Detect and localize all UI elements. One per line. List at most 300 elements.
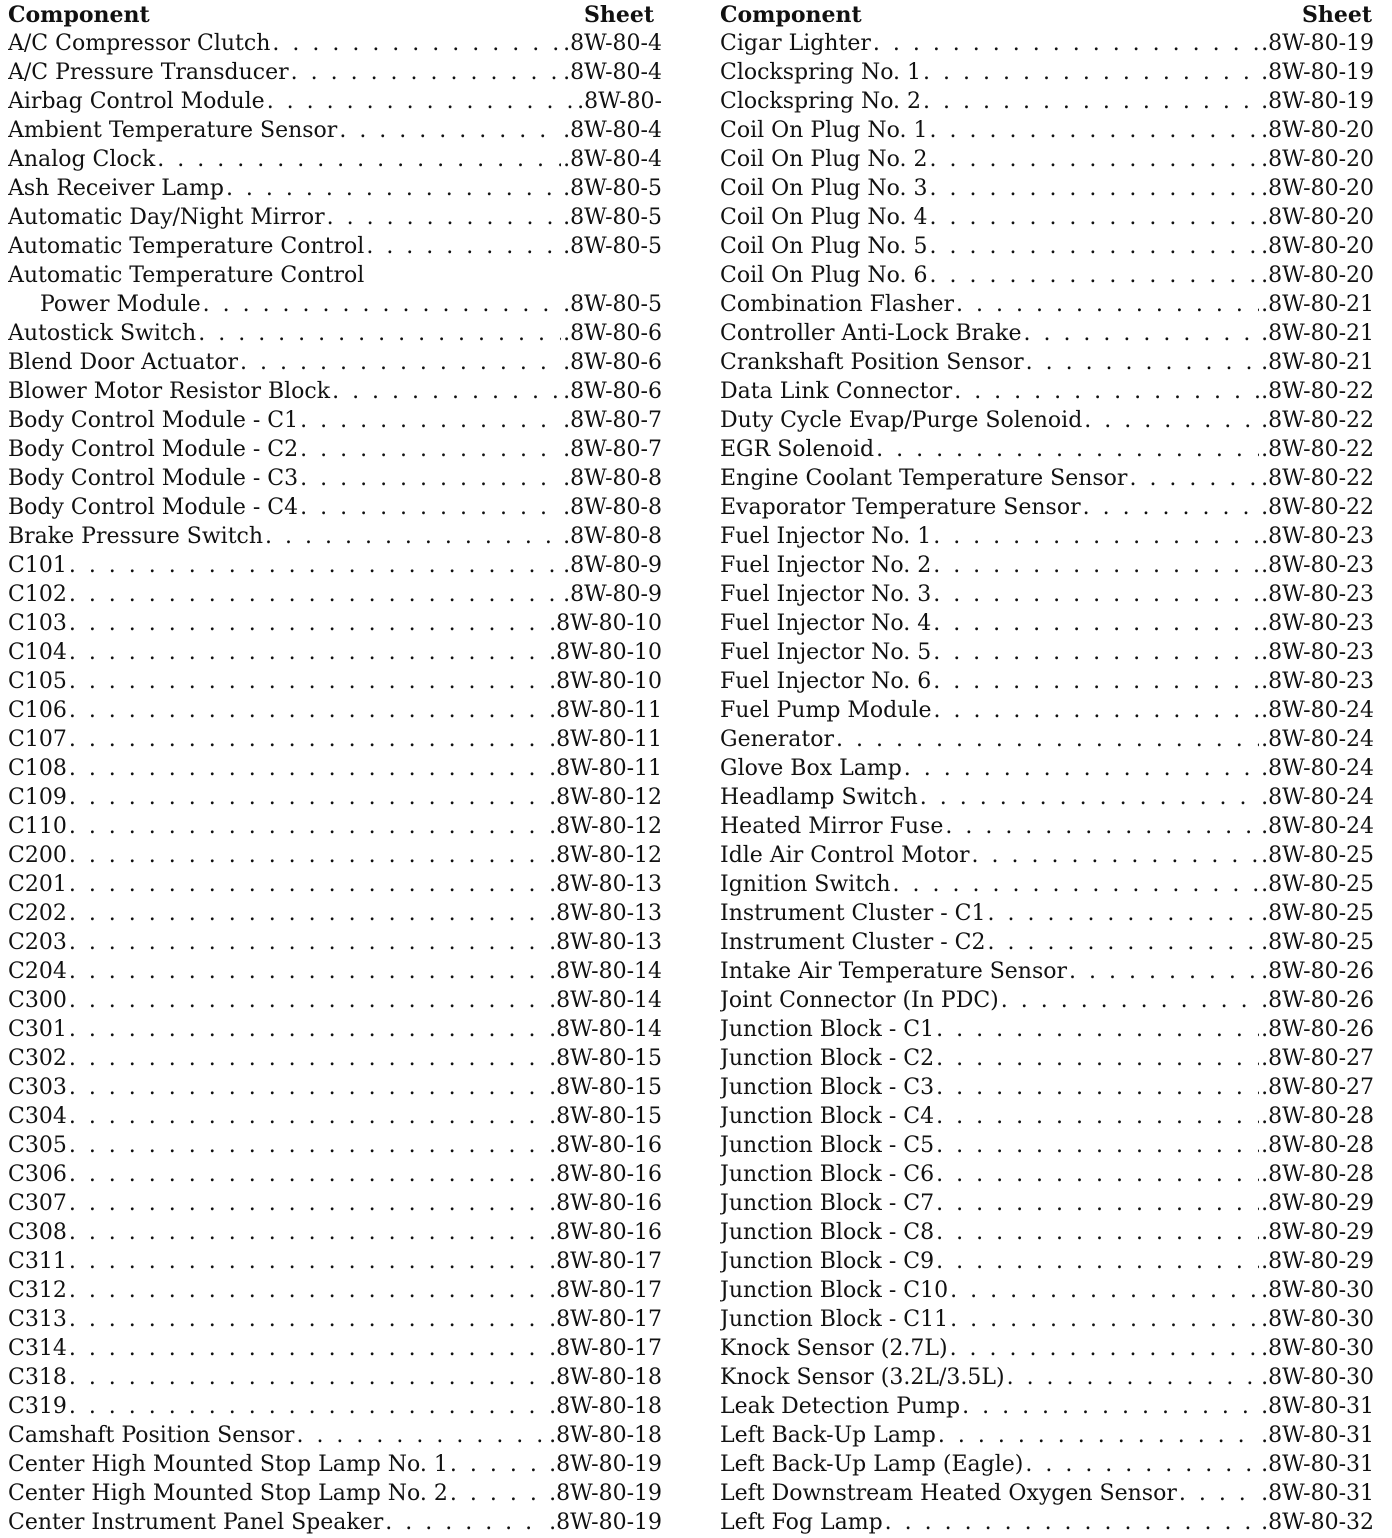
component-entry [8, 928, 662, 957]
component-name: Coil On Plug No. 5 [720, 234, 928, 259]
sheet-reference: .8W-80-21 [1261, 350, 1374, 375]
component-name: Power Module [40, 292, 201, 317]
component-entry [720, 1044, 1374, 1073]
sheet-reference: .8W-80-19 [549, 1452, 662, 1477]
component-name: C109 [8, 785, 67, 810]
component-entry [8, 1450, 662, 1479]
component-entry [8, 725, 662, 754]
dot-leader [67, 1044, 547, 1073]
component-entry [8, 1189, 662, 1218]
component-name: C108 [8, 756, 67, 781]
component-name: Fuel Pump Module [720, 698, 932, 723]
sheet-reference: .8W-80-4 [563, 60, 662, 85]
sheet-reference: .8W-80-22 [1261, 466, 1374, 491]
component-entry [8, 174, 662, 203]
dot-leader [67, 1015, 547, 1044]
component-entry [720, 29, 1374, 58]
component-name: Junction Block - C10 [720, 1278, 949, 1303]
dot-leader [931, 696, 1259, 725]
component-name: C304 [8, 1104, 67, 1129]
sheet-reference: .8W-80-4 [563, 31, 662, 56]
sheet-reference: .8W-80-22 [1261, 379, 1374, 404]
component-entry [8, 1073, 662, 1102]
component-entry [720, 1363, 1374, 1392]
component-name: C308 [8, 1220, 67, 1245]
component-name: Fuel Injector No. 3 [720, 582, 932, 607]
sheet-reference: .8W-80- [577, 89, 662, 114]
component-entry [8, 319, 662, 348]
sheet-reference: .8W-80-10 [549, 669, 662, 694]
component-name: C300 [8, 988, 67, 1013]
dot-leader [1023, 1450, 1259, 1479]
component-name: C204 [8, 959, 67, 984]
component-entry [720, 319, 1374, 348]
component-name: C106 [8, 698, 67, 723]
component-name: Fuel Injector No. 2 [720, 553, 932, 578]
sheet-reference: .8W-80-32 [1261, 1510, 1374, 1535]
sheet-reference: .8W-80-16 [549, 1220, 662, 1245]
sheet-reference: .8W-80-20 [1261, 263, 1374, 288]
component-entry [8, 696, 662, 725]
component-name: C302 [8, 1046, 67, 1071]
component-entry [720, 551, 1374, 580]
component-name: Ignition Switch [720, 872, 891, 897]
sheet-reference: .8W-80-31 [1261, 1452, 1374, 1477]
sheet-reference: .8W-80-25 [1261, 843, 1374, 868]
left-column [8, 0, 662, 1537]
component-entry [720, 435, 1374, 464]
component-entry [8, 1508, 662, 1537]
dot-leader [934, 1044, 1259, 1073]
component-entry [720, 783, 1374, 812]
component-entry [720, 58, 1374, 87]
dot-leader [928, 232, 1260, 261]
dot-leader [931, 522, 1259, 551]
component-name: Body Control Module - C1 [8, 408, 299, 433]
component-entry [720, 725, 1374, 754]
sheet-reference: .8W-80-23 [1261, 553, 1374, 578]
sheet-reference: .8W-80-13 [549, 872, 662, 897]
dot-leader [952, 377, 1259, 406]
component-entry [720, 290, 1374, 319]
sheet-reference [660, 261, 662, 290]
component-entry [8, 1218, 662, 1247]
component-entry [720, 1189, 1374, 1218]
dot-leader [871, 29, 1259, 58]
sheet-reference: .8W-80-22 [1261, 408, 1374, 433]
component-name: Junction Block - C2 [720, 1046, 935, 1071]
component-name: Junction Block - C4 [720, 1104, 935, 1129]
sheet-reference: .8W-80-6 [563, 321, 662, 346]
component-name: Evaporator Temperature Sensor [720, 495, 1081, 520]
component-entry [720, 1392, 1374, 1421]
component-name: Leak Detection Pump [720, 1394, 961, 1419]
component-name: Fuel Injector No. 4 [720, 611, 932, 636]
component-name: C311 [8, 1249, 67, 1274]
component-name: C203 [8, 930, 67, 955]
component-name: C306 [8, 1162, 67, 1187]
component-entry [8, 1247, 662, 1276]
component-entry [8, 406, 662, 435]
dot-leader [934, 1015, 1259, 1044]
component-name: Coil On Plug No. 2 [720, 147, 928, 172]
dot-leader [270, 29, 561, 58]
dot-leader [931, 580, 1259, 609]
sheet-reference: .8W-80-18 [549, 1423, 662, 1448]
component-name: Body Control Module - C4 [8, 495, 299, 520]
dot-leader [265, 87, 575, 116]
component-name: Junction Block - C7 [720, 1191, 935, 1216]
dot-leader [298, 464, 561, 493]
component-name: Camshaft Position Sensor [8, 1423, 295, 1448]
sheet-reference: .8W-80-26 [1261, 959, 1374, 984]
sheet-reference: .8W-80-29 [1261, 1191, 1374, 1216]
sheet-reference: .8W-80-31 [1261, 1423, 1374, 1448]
component-entry [720, 870, 1374, 899]
component-entry [720, 667, 1374, 696]
dot-leader [970, 841, 1260, 870]
component-entry [8, 812, 662, 841]
sheet-reference: .8W-80-27 [1261, 1046, 1374, 1071]
component-entry [8, 1015, 662, 1044]
dot-leader [67, 986, 547, 1015]
component-entry [8, 522, 662, 551]
sheet-reference: .8W-80-23 [1261, 611, 1374, 636]
left-component-list [8, 29, 662, 1537]
component-name: Intake Air Temperature Sensor [720, 959, 1068, 984]
sheet-reference: .8W-80-25 [1261, 930, 1374, 955]
component-name: C318 [8, 1365, 67, 1390]
dot-leader [67, 1131, 547, 1160]
sheet-reference: .8W-80-29 [1261, 1220, 1374, 1245]
dot-leader [67, 1160, 547, 1189]
sheet-reference: .8W-80-20 [1261, 176, 1374, 201]
sheet-reference: .8W-80-15 [549, 1046, 662, 1071]
sheet-reference: .8W-80-28 [1261, 1133, 1374, 1158]
sheet-reference: .8W-80-15 [549, 1075, 662, 1100]
component-name: Left Downstream Heated Oxygen Sensor [720, 1481, 1177, 1506]
component-name: Junction Block - C6 [720, 1162, 935, 1187]
component-name: Clockspring No. 2 [720, 89, 922, 114]
dot-leader [883, 1508, 1259, 1537]
sheet-reference: .8W-80-24 [1261, 756, 1374, 781]
dot-leader [902, 754, 1259, 783]
component-name: Glove Box Lamp [720, 756, 902, 781]
sheet-reference: .8W-80-23 [1261, 582, 1374, 607]
component-header: Component [8, 2, 150, 28]
component-name: C201 [8, 872, 67, 897]
component-entry [720, 116, 1374, 145]
component-entry [720, 493, 1374, 522]
sheet-reference: .8W-80-28 [1261, 1162, 1374, 1187]
component-name: Cigar Lighter [720, 31, 871, 56]
sheet-reference: .8W-80-25 [1261, 901, 1374, 926]
right-component-list [720, 29, 1374, 1537]
sheet-reference: .8W-80-19 [549, 1481, 662, 1506]
dot-leader [67, 783, 547, 812]
component-name: Headlamp Switch [720, 785, 918, 810]
dot-leader [934, 1102, 1259, 1131]
dot-leader [67, 725, 547, 754]
dot-leader [918, 783, 1259, 812]
dot-leader [67, 1102, 547, 1131]
component-name: Automatic Day/Night Mirror [8, 205, 325, 230]
component-name: C105 [8, 669, 67, 694]
dot-leader [874, 435, 1259, 464]
dot-leader [931, 638, 1259, 667]
component-entry [8, 232, 662, 261]
sheet-reference: .8W-80-20 [1261, 205, 1374, 230]
dot-leader [298, 406, 561, 435]
sheet-reference: .8W-80-17 [549, 1249, 662, 1274]
dot-leader [934, 1218, 1259, 1247]
component-entry [8, 841, 662, 870]
sheet-reference: .8W-80-30 [1261, 1307, 1374, 1332]
sheet-reference: .8W-80-19 [1261, 89, 1374, 114]
sheet-reference: .8W-80-6 [563, 379, 662, 404]
component-name: C202 [8, 901, 67, 926]
component-name: Coil On Plug No. 3 [720, 176, 928, 201]
sheet-reference: .8W-80-22 [1261, 437, 1374, 462]
dot-leader [1021, 319, 1259, 348]
sheet-reference: .8W-80-21 [1261, 292, 1374, 317]
dot-leader [891, 870, 1260, 899]
component-entry [720, 464, 1374, 493]
dot-leader [931, 551, 1259, 580]
sheet-reference: .8W-80-21 [1261, 321, 1374, 346]
component-entry [8, 203, 662, 232]
component-name: A/C Pressure Transducer [8, 60, 289, 85]
dot-leader [936, 1421, 1259, 1450]
dot-leader [337, 116, 561, 145]
component-entry [720, 986, 1374, 1015]
component-entry [8, 58, 662, 87]
component-entry [720, 754, 1374, 783]
dot-leader [364, 261, 660, 290]
dot-leader [948, 1305, 1259, 1334]
component-entry [8, 870, 662, 899]
right-column [720, 0, 1374, 1537]
component-entry [8, 986, 662, 1015]
dot-leader [1081, 493, 1260, 522]
component-entry [720, 1421, 1374, 1450]
component-entry [720, 522, 1374, 551]
component-name: Clockspring No. 1 [720, 60, 922, 85]
dot-leader [196, 319, 561, 348]
component-entry [8, 290, 662, 319]
component-name: C102 [8, 582, 67, 607]
dot-leader [289, 58, 562, 87]
component-entry [720, 899, 1374, 928]
component-name: Blower Motor Resistor Block [8, 379, 331, 404]
component-entry [8, 493, 662, 522]
component-name: Coil On Plug No. 4 [720, 205, 928, 230]
sheet-reference: .8W-80-26 [1261, 988, 1374, 1013]
component-entry [720, 696, 1374, 725]
sheet-reference: .8W-80-17 [549, 1336, 662, 1361]
component-name: Engine Coolant Temperature Sensor [720, 466, 1128, 491]
sheet-reference: .8W-80-16 [549, 1162, 662, 1187]
sheet-reference: .8W-80-5 [563, 234, 662, 259]
component-entry [8, 580, 662, 609]
component-name: Automatic Temperature Control [8, 234, 365, 259]
dot-leader [67, 1334, 547, 1363]
dot-leader [999, 986, 1259, 1015]
sheet-reference: .8W-80-8 [563, 524, 662, 549]
dot-leader [928, 116, 1260, 145]
right-column-header [720, 0, 1374, 29]
component-name: Fuel Injector No. 6 [720, 669, 932, 694]
component-entry [8, 377, 662, 406]
dot-leader [960, 1392, 1259, 1421]
component-entry [8, 754, 662, 783]
component-entry [720, 1305, 1374, 1334]
component-name: Analog Clock [8, 147, 156, 172]
sheet-reference: .8W-80-12 [549, 814, 662, 839]
component-entry [8, 1421, 662, 1450]
component-entry [720, 1450, 1374, 1479]
sheet-reference: .8W-80-17 [549, 1278, 662, 1303]
dot-leader [383, 1508, 547, 1537]
component-entry [720, 1508, 1374, 1537]
sheet-reference: .8W-80-9 [563, 553, 662, 578]
component-name: C104 [8, 640, 67, 665]
component-name: Automatic Temperature Control [8, 263, 365, 288]
component-entry [8, 609, 662, 638]
component-entry [720, 1334, 1374, 1363]
sheet-reference: .8W-80-4 [563, 147, 662, 172]
dot-leader [67, 1073, 547, 1102]
component-header: Component [720, 2, 862, 28]
dot-leader [67, 841, 547, 870]
component-entry [720, 841, 1374, 870]
sheet-reference: .8W-80-17 [549, 1307, 662, 1332]
component-entry [8, 783, 662, 812]
component-name: Heated Mirror Fuse [720, 814, 944, 839]
component-name: Combination Flasher [720, 292, 955, 317]
component-name: Autostick Switch [8, 321, 197, 346]
dot-leader [986, 928, 1260, 957]
component-entry [720, 1131, 1374, 1160]
sheet-reference: .8W-80-20 [1261, 234, 1374, 259]
component-entry [720, 638, 1374, 667]
component-entry [8, 1276, 662, 1305]
component-entry [720, 1247, 1374, 1276]
component-entry [720, 87, 1374, 116]
sheet-reference: .8W-80-16 [549, 1191, 662, 1216]
dot-leader [294, 1421, 547, 1450]
component-entry [8, 551, 662, 580]
component-entry [8, 1363, 662, 1392]
component-entry [720, 1276, 1374, 1305]
component-entry [720, 1073, 1374, 1102]
component-name: Left Back-Up Lamp (Eagle) [720, 1452, 1024, 1477]
dot-leader [928, 174, 1260, 203]
dot-leader [364, 232, 561, 261]
component-entry [720, 1218, 1374, 1247]
sheet-reference: .8W-80-23 [1261, 669, 1374, 694]
component-name: Left Fog Lamp [720, 1510, 883, 1535]
dot-leader [934, 1247, 1259, 1276]
component-entry [720, 580, 1374, 609]
component-name: Junction Block - C5 [720, 1133, 935, 1158]
dot-leader [1127, 464, 1259, 493]
component-name: Body Control Module - C2 [8, 437, 299, 462]
component-name: Fuel Injector No. 1 [720, 524, 932, 549]
component-entry [8, 29, 662, 58]
component-entry [8, 1160, 662, 1189]
sheet-reference: .8W-80-19 [1261, 31, 1374, 56]
component-entry [8, 667, 662, 696]
component-entry [8, 435, 662, 464]
sheet-reference: .8W-80-14 [549, 988, 662, 1013]
component-entry [720, 1160, 1374, 1189]
component-name: Knock Sensor (3.2L/3.5L) [720, 1365, 1005, 1390]
component-entry [720, 174, 1374, 203]
dot-leader [1177, 1479, 1259, 1508]
dot-leader [931, 609, 1259, 638]
component-entry [720, 1015, 1374, 1044]
dot-leader [330, 377, 561, 406]
dot-leader [948, 1276, 1259, 1305]
component-name: C305 [8, 1133, 67, 1158]
component-entry [720, 812, 1374, 841]
component-name: Data Link Connector [720, 379, 953, 404]
sheet-reference: .8W-80-11 [549, 698, 662, 723]
sheet-reference: .8W-80-30 [1261, 1365, 1374, 1390]
component-entry [8, 638, 662, 667]
component-entry [720, 1102, 1374, 1131]
dot-leader [298, 435, 561, 464]
sheet-reference: .8W-80-10 [549, 640, 662, 665]
component-entry [720, 609, 1374, 638]
dot-leader [201, 290, 562, 319]
component-entry [8, 87, 662, 116]
component-name: Body Control Module - C3 [8, 466, 299, 491]
component-entry [720, 1479, 1374, 1508]
component-entry [720, 232, 1374, 261]
dot-leader [934, 1131, 1259, 1160]
dot-leader [67, 667, 547, 696]
dot-leader [928, 261, 1260, 290]
sheet-reference: .8W-80-18 [549, 1394, 662, 1419]
dot-leader [67, 638, 547, 667]
component-name: C319 [8, 1394, 67, 1419]
dot-leader [67, 696, 547, 725]
component-entry [720, 348, 1374, 377]
component-entry [8, 1392, 662, 1421]
component-name: Blend Door Actuator [8, 350, 239, 375]
dot-leader [325, 203, 561, 232]
dot-leader [155, 145, 561, 174]
sheet-reference: .8W-80-23 [1261, 524, 1374, 549]
sheet-reference: .8W-80-22 [1261, 495, 1374, 520]
dot-leader [224, 174, 561, 203]
component-name: C307 [8, 1191, 67, 1216]
sheet-reference: .8W-80-5 [563, 292, 662, 317]
component-name: Fuel Injector No. 5 [720, 640, 932, 665]
dot-leader [67, 754, 547, 783]
sheet-reference: .8W-80-10 [549, 611, 662, 636]
sheet-reference: .8W-80-24 [1261, 727, 1374, 752]
dot-leader [934, 1189, 1259, 1218]
dot-leader [986, 899, 1260, 928]
component-name: Ambient Temperature Sensor [8, 118, 338, 143]
component-name: Generator [720, 727, 835, 752]
sheet-reference: .8W-80-12 [549, 843, 662, 868]
component-entry [720, 261, 1374, 290]
dot-leader [67, 899, 547, 928]
